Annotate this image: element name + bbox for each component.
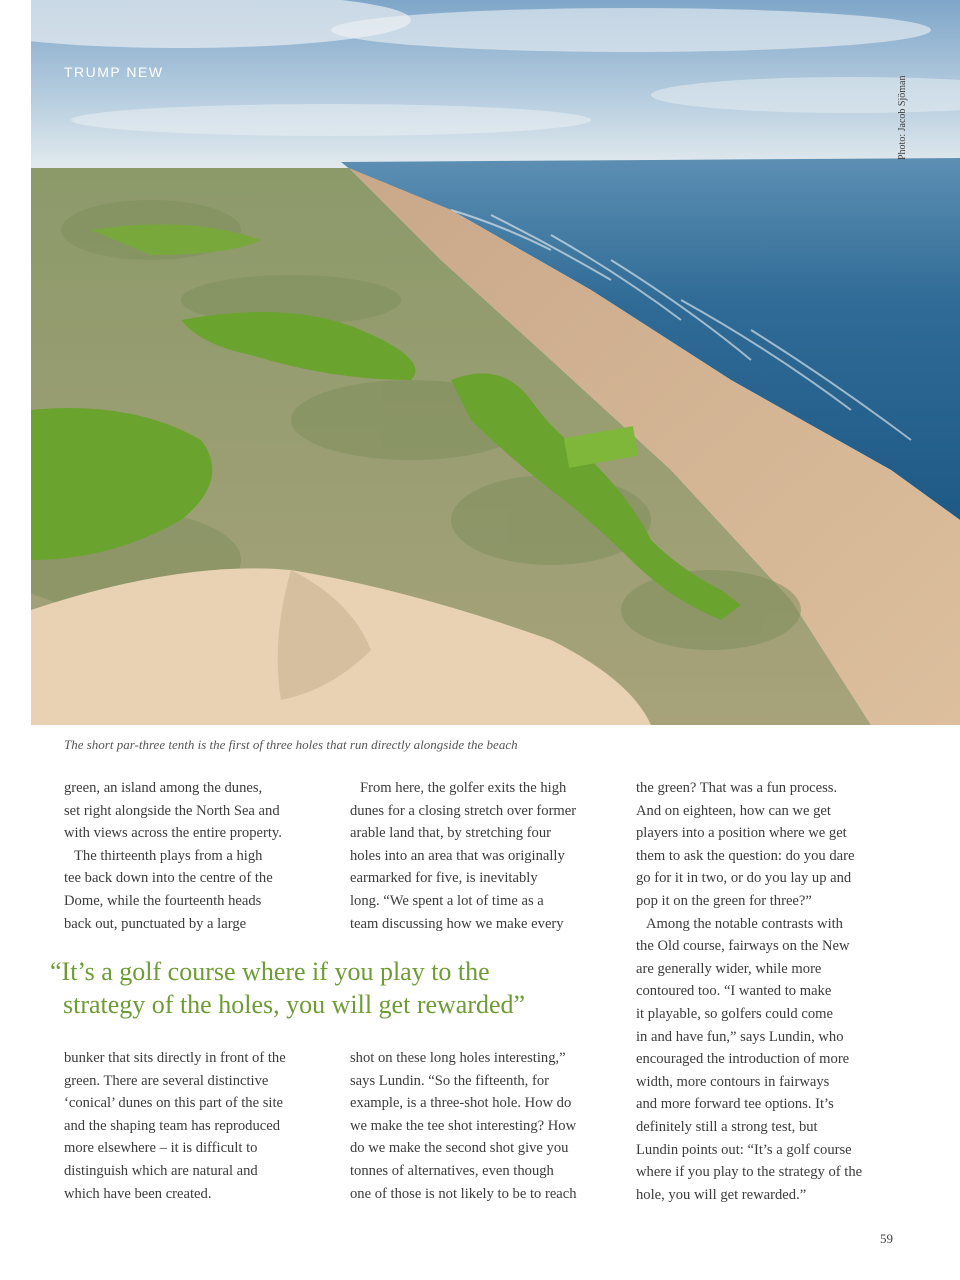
text-line: pop it on the green for three?”	[636, 892, 812, 909]
pull-quote-line-2: strategy of the holes, you will get rewarded”	[63, 990, 526, 1019]
text-line: says Lundin. “So the fifteenth, for	[350, 1072, 549, 1089]
text-line: definitely still a strong test, but	[636, 1118, 818, 1135]
text-line: we make the tee shot interesting? How	[350, 1117, 577, 1134]
text-line: From here, the golfer exits the high	[360, 780, 567, 796]
text-line: Dome, while the fourteenth heads	[64, 892, 262, 909]
text-line: back out, punctuated by a large	[64, 915, 247, 932]
text-line: the Old course, fairways on the New	[636, 938, 850, 955]
aerial-course-photo	[31, 0, 960, 725]
text-line: dunes for a closing stretch over former	[350, 802, 577, 819]
column-2-bottom	[350, 1047, 612, 1205]
text-line: green. There are several distinctive	[64, 1072, 269, 1089]
text-line: one of those is not likely to be to reach	[350, 1185, 577, 1202]
text-line: bunker that sits directly in front of the	[64, 1050, 286, 1066]
text-line: The thirteenth plays from a high	[74, 847, 263, 864]
pull-quote	[50, 955, 630, 1021]
text-line: set right alongside the North Sea and	[64, 802, 280, 819]
text-line: distinguish which are natural and	[64, 1162, 258, 1179]
text-line: tonnes of alternatives, even though	[350, 1162, 554, 1179]
text-line: more elsewhere – it is difficult to	[64, 1140, 258, 1157]
text-line: hole, you will get rewarded.”	[636, 1186, 807, 1203]
text-line: tee back down into the centre of the	[64, 870, 273, 887]
cloud	[331, 8, 931, 52]
text-line: and more forward tee options. It’s	[636, 1096, 834, 1113]
text-line: and the shaping team has reproduced	[64, 1117, 280, 1134]
text-line: go for it in two, or do you lay up and	[636, 870, 852, 887]
text-line: team discussing how we make every	[350, 915, 564, 932]
photo-caption: The short par-three tenth is the first of three holes that run directly alongside the beach	[64, 737, 518, 752]
text-line: in and have fun,” says Lundin, who	[636, 1028, 844, 1045]
pull-quote-line-1: “It’s a golf course where if you play to the	[50, 957, 490, 986]
section-label: TRUMP NEW	[64, 64, 164, 80]
text-line: width, more contours in fairways	[636, 1073, 830, 1090]
text-line: example, is a three-shot hole. How do	[350, 1095, 572, 1112]
text-line: ‘conical’ dunes on this part of the site	[64, 1095, 283, 1112]
text-line: it playable, so golfers could come	[636, 1005, 833, 1022]
text-line: the green? That was a fun process.	[636, 780, 838, 796]
text-line: earmarked for five, is inevitably	[350, 870, 538, 887]
text-line: arable land that, by stretching four	[350, 825, 551, 842]
text-line: shot on these long holes interesting,”	[350, 1050, 566, 1066]
text-line: which have been created.	[64, 1185, 212, 1202]
text-line: And on eighteen, how can we get	[636, 802, 831, 819]
page-number: 59	[880, 1231, 893, 1246]
text-line: green, an island among the dunes,	[64, 780, 263, 796]
text-line: them to ask the question: do you dare	[636, 847, 855, 864]
text-line: Among the notable contrasts with	[646, 915, 843, 932]
text-line: where if you play to the strategy of the	[636, 1164, 863, 1181]
text-line: are generally wider, while more	[636, 960, 822, 977]
aerial-course-illustration	[31, 0, 960, 725]
text-line: holes into an area that was originally	[350, 847, 565, 864]
text-line: do we make the second shot give you	[350, 1140, 569, 1157]
column-2-top	[350, 777, 612, 935]
text-line: with views across the entire property.	[64, 825, 282, 842]
column-1-bottom	[64, 1047, 326, 1205]
text-line: Lundin points out: “It’s a golf course	[636, 1141, 852, 1158]
text-line: players into a position where we get	[636, 825, 847, 842]
photo-credit: Photo: Jacob Sjöman	[897, 75, 908, 160]
cloud	[71, 104, 591, 136]
column-3	[636, 777, 898, 1206]
column-1-top	[64, 777, 326, 935]
text-line: encouraged the introduction of more	[636, 1051, 850, 1068]
text-line: contoured too. “I wanted to make	[636, 983, 832, 1000]
text-line: long. “We spent a lot of time as a	[350, 892, 544, 909]
